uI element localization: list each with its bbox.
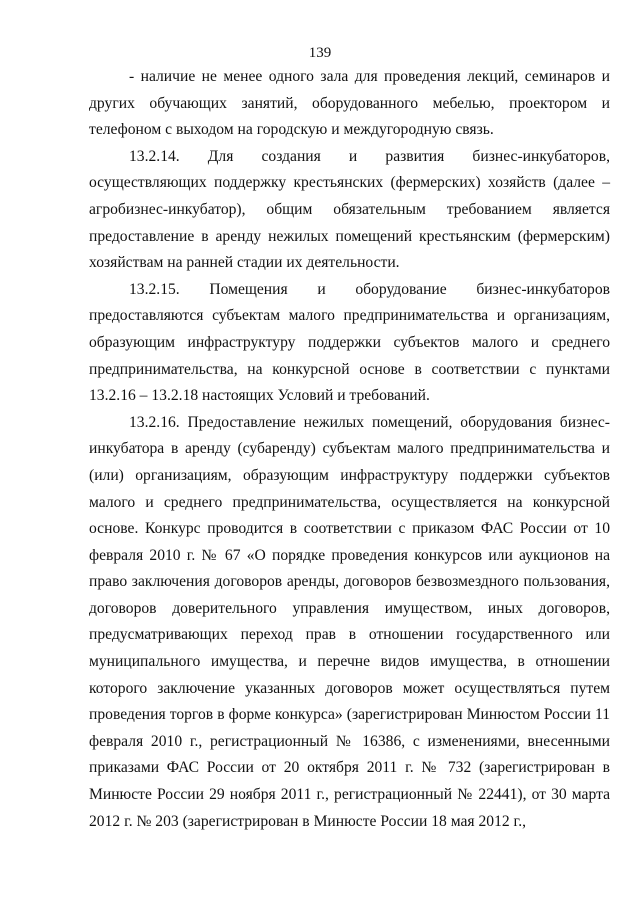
paragraph-13-2-15: 13.2.15. Помещения и оборудование бизнес-инкубаторов предоставляются субъектам малого предпринимательства и организациям, образующим инфраструктуру поддержки субъектов малого и среднего предпринимательства, на конкурсной основе в соответствии с пунктами 13.2.16 – 13.2.18 настоящих Условий и требований. [89,280,610,405]
paragraph-13-2-16: 13.2.16. Предоставление нежилых помещений, оборудования бизнес-инкубатора в аренду (субаренду) субъектам малого предпринимательства и (или) организациям, образующим инфраструктуру поддержки субъектов малого и среднего предпринимательства, осуществляется на конкурсной основе. Конкурс проводится в соответствии с приказом ФАС России от 10 февраля 2010 г. № 67 «О порядке проведения конкурсов или аукционов на право заключения договоров аренды, договоров безвозмездного пользования, договоров доверительного управления имуществом, иных договоров, предусматривающих переход прав в отношении государственного или муниципального имущества, и перечне видов имущества, в отношении которого заключение указанных договоров может осуществляться путем проведения торгов в форме конкурса» (зарегистрирован Минюстом России 11 февраля 2010 г., регистрационный № 16386, с изменениями, внесенными приказами ФАС России от 20 октября 2011 г. № 732 (зарегистрирован в Минюсте России 29 ноября 2011 г., регистрационный № 22441), от 30 марта 2012 г. № 203 (зарегистрирован в Минюсте России 18 мая 2012 г., [89,413,610,830]
document-body [89,64,610,835]
paragraph-13-2-14: 13.2.14. Для создания и развития бизнес-инкубаторов, осуществляющих поддержку крестьянских (фермерских) хозяйств (далее – агробизнес-инкубатор), общим обязательным требованием является предоставление в аренду нежилых помещений крестьянским (фермерским) хозяйствам на ранней стадии их деятельности. [89,147,610,272]
page-number: 139 [308,45,332,61]
paragraph-seminar-hall: - наличие не менее одного зала для проведения лекций, семинаров и других обучающих занятий, оборудованного мебелью, проектором и телефоном с выходом на городскую и междугородную связь. [89,68,610,139]
